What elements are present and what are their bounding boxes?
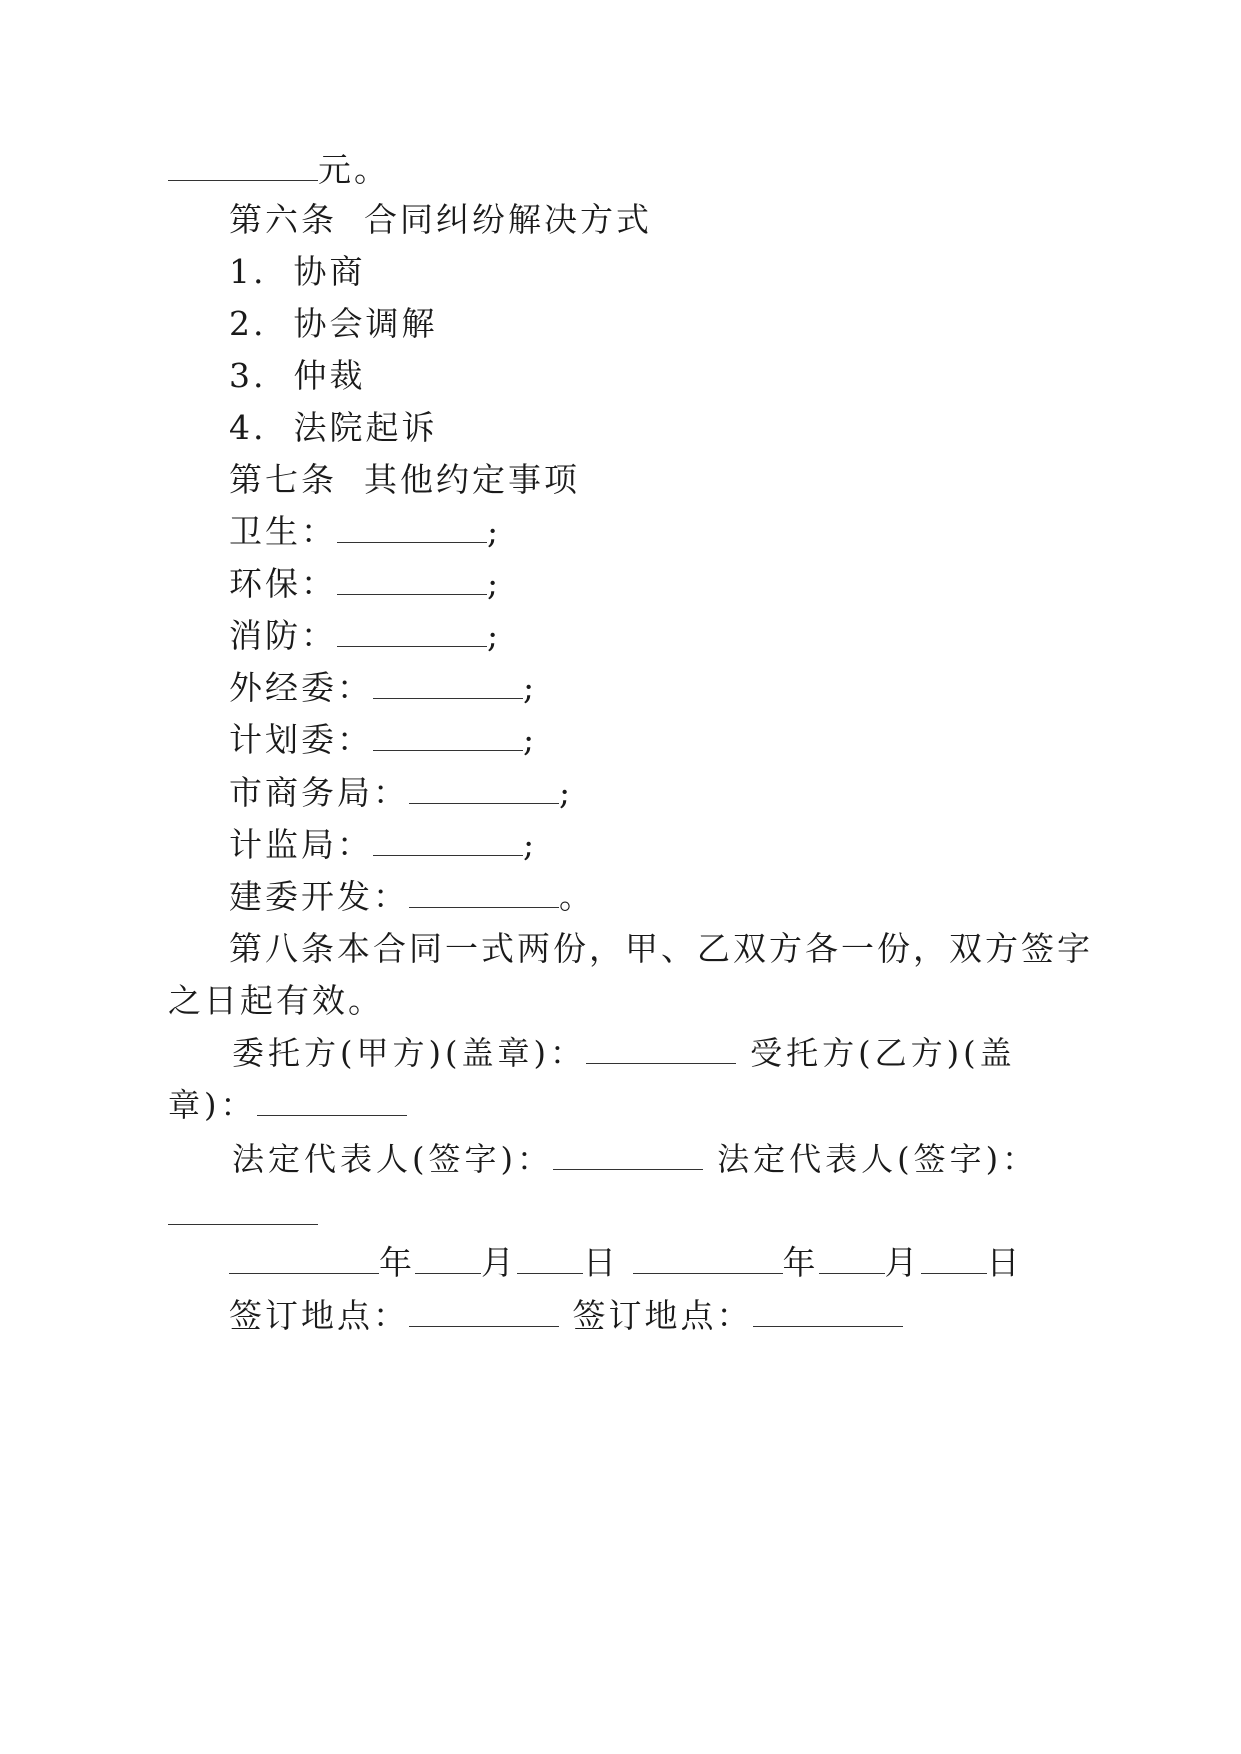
fill-in-blank	[517, 1272, 583, 1274]
fill-in-blank	[409, 802, 559, 804]
line-text: ;	[487, 616, 502, 655]
doc-line-l05	[229, 356, 365, 396]
doc-line-l09	[229, 564, 501, 604]
fill-in-blank	[257, 1114, 407, 1116]
fill-in-blank	[753, 1325, 903, 1327]
line-text: ;	[487, 564, 502, 603]
line-text: 市商务局：	[229, 773, 409, 812]
line-text: 建委开发：	[229, 877, 409, 916]
line-text: 月	[481, 1243, 517, 1282]
line-text: 第六条 合同纠纷解决方式	[229, 200, 652, 239]
doc-line-l06	[229, 408, 437, 448]
line-text: 年	[782, 1243, 819, 1282]
doc-line-l12	[229, 720, 537, 760]
line-text: 签订地点：	[559, 1296, 753, 1335]
doc-line-l07	[229, 460, 580, 500]
doc-line-l01	[168, 150, 390, 190]
line-text: 法定代表人(签字)：	[232, 1140, 553, 1178]
fill-in-blank	[409, 906, 559, 908]
line-text: 4. 法院起诉	[229, 408, 438, 447]
line-text: 。	[559, 877, 595, 916]
fill-in-blank	[921, 1272, 987, 1274]
line-text: 日	[986, 1243, 1023, 1282]
fill-in-blank	[553, 1168, 703, 1170]
fill-in-blank	[373, 697, 523, 699]
doc-line-l22	[229, 1243, 1023, 1283]
fill-in-blank	[229, 1272, 379, 1274]
line-text: 章)：	[168, 1086, 257, 1124]
doc-line-l20	[232, 1139, 1038, 1179]
line-text: ;	[523, 825, 538, 864]
doc-line-l23	[229, 1296, 903, 1336]
line-text: 计划委：	[229, 720, 373, 759]
line-text: 日	[583, 1243, 633, 1282]
doc-line-l10	[229, 616, 501, 656]
fill-in-blank	[409, 1325, 559, 1327]
line-text: 签订地点：	[229, 1296, 409, 1335]
line-text: 环保：	[229, 564, 337, 603]
doc-line-l19	[168, 1085, 407, 1125]
line-text: ;	[559, 773, 574, 812]
line-text: 3. 仲裁	[229, 356, 366, 395]
doc-line-l02	[229, 200, 652, 240]
line-text: 之日起有效。	[168, 981, 384, 1020]
doc-line-l21	[168, 1194, 318, 1234]
line-text: 计监局：	[229, 825, 373, 864]
fill-in-blank	[373, 854, 523, 856]
fill-in-blank	[168, 179, 318, 181]
line-text: 卫生：	[229, 512, 337, 551]
doc-line-l13	[229, 773, 573, 813]
line-text: 法定代表人(签字)：	[702, 1140, 1039, 1178]
line-text: 受托方(乙方)(盖	[735, 1034, 1016, 1072]
line-text: 委托方(甲方)(盖章)：	[232, 1034, 586, 1072]
doc-line-l04	[229, 304, 437, 344]
doc-line-l15	[229, 877, 595, 917]
line-text: 年	[379, 1243, 415, 1282]
line-text: 第八条本合同一式两份，甲、乙双方各一份，双方签字	[229, 929, 1093, 968]
line-text: 2. 协会调解	[229, 304, 438, 343]
doc-line-l18	[232, 1033, 1016, 1073]
fill-in-blank	[337, 593, 487, 595]
line-text: 消防：	[229, 616, 337, 655]
fill-in-blank	[415, 1272, 481, 1274]
fill-in-blank	[586, 1062, 736, 1064]
doc-line-l14	[229, 825, 537, 865]
fill-in-blank	[633, 1272, 783, 1274]
fill-in-blank	[819, 1272, 885, 1274]
line-text: 元。	[318, 150, 390, 189]
doc-line-l08	[229, 512, 501, 552]
line-text: ;	[487, 512, 502, 551]
line-text: ;	[523, 720, 538, 759]
line-text: 1. 协商	[229, 252, 366, 291]
fill-in-blank	[337, 541, 487, 543]
doc-line-l17	[168, 981, 384, 1021]
line-text: 月	[884, 1243, 921, 1282]
line-text: 外经委：	[229, 668, 373, 707]
fill-in-blank	[373, 749, 523, 751]
fill-in-blank	[337, 645, 487, 647]
line-text: 第七条 其他约定事项	[229, 460, 580, 499]
doc-line-l16	[229, 929, 1093, 969]
line-text: ;	[523, 668, 538, 707]
doc-line-l11	[229, 668, 537, 708]
doc-line-l03	[229, 252, 365, 292]
fill-in-blank	[168, 1223, 318, 1225]
